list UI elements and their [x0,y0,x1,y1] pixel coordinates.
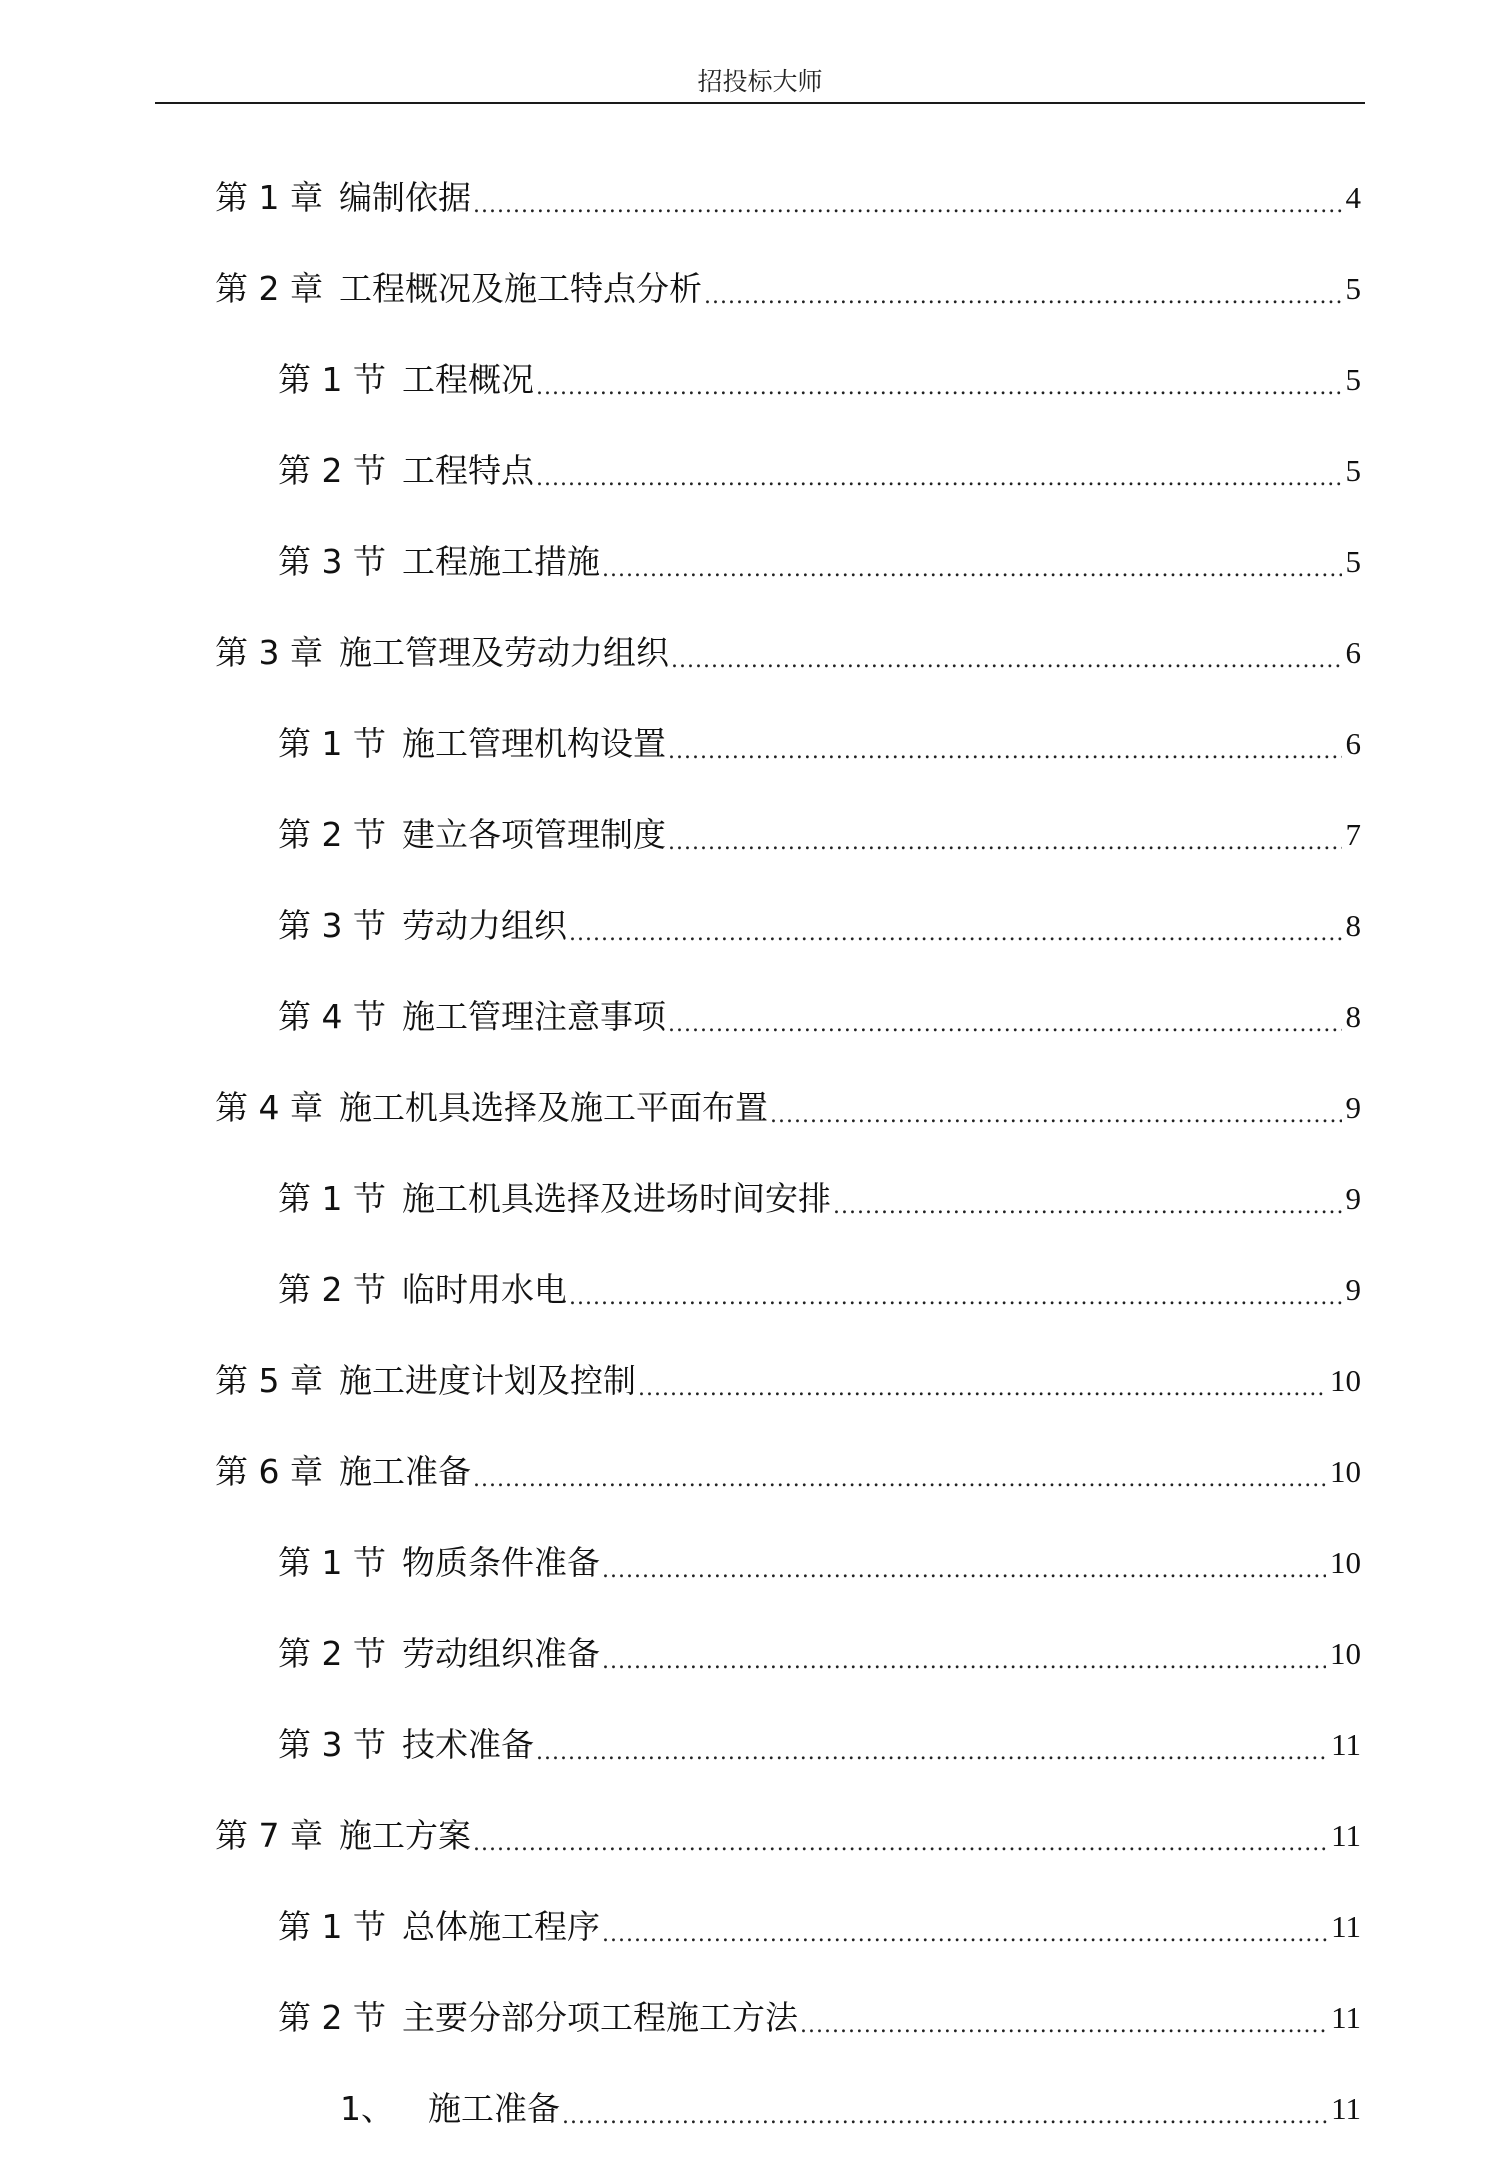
toc-chapter-number: 第 6 章 [215,1452,323,1491]
toc-entry[interactable] [278,1533,1361,1593]
toc-dot-leader [473,1822,1327,1866]
toc-dot-leader [668,730,1342,774]
toc-entry[interactable] [278,1715,1361,1775]
toc-dot-leader [638,1367,1326,1411]
toc-dot-leader [602,1913,1327,1957]
toc-entry[interactable] [278,987,1361,1047]
header-divider [155,102,1365,104]
toc-section-number: 第 4 节 [278,997,386,1036]
toc-dot-leader [562,2095,1327,2139]
toc-title: 建立各项管理制度 [401,815,666,854]
toc-page-number: 5 [1345,544,1361,579]
toc-page-number: 9 [1345,1272,1361,1307]
toc-page-number: 5 [1345,271,1361,306]
toc-dot-leader [668,821,1342,865]
toc-title: 工程施工措施 [401,542,600,581]
toc-entry[interactable] [278,714,1361,774]
toc-page-number: 11 [1331,2000,1361,2035]
toc-entry[interactable] [278,441,1361,501]
toc-section-number: 第 2 节 [278,1634,386,1673]
toc-chapter-number: 第 1 章 [215,178,323,217]
toc-page-number: 10 [1330,1545,1361,1580]
toc-entry[interactable] [278,1260,1361,1320]
toc-page-number: 9 [1345,1181,1361,1216]
toc-chapter-number: 第 7 章 [215,1816,323,1855]
toc-page-number: 8 [1345,908,1361,943]
toc-page-number: 11 [1331,1818,1361,1853]
toc-chapter-number: 第 2 章 [215,269,323,308]
toc-section-number: 第 1 节 [278,724,386,763]
toc-entry[interactable] [215,259,1361,319]
toc-dot-leader [671,639,1342,683]
toc-section-number: 第 3 节 [278,542,386,581]
toc-title: 工程概况 [401,360,534,399]
toc-dot-leader [536,366,1342,410]
toc-section-number: 第 1 节 [278,360,386,399]
toc-entry[interactable] [278,1624,1361,1684]
toc-title: 技术准备 [401,1725,534,1764]
toc-entry[interactable] [278,350,1361,410]
toc-dot-leader [473,1458,1326,1502]
toc-entry[interactable] [278,1169,1361,1229]
toc-section-number: 第 1 节 [278,1907,386,1946]
toc-page-number: 4 [1345,180,1361,215]
toc-section-number: 第 3 节 [278,1725,386,1764]
toc-page-number: 11 [1331,1909,1361,1944]
toc-title: 施工方案 [338,1816,471,1855]
toc-chapter-number: 第 5 章 [215,1361,323,1400]
toc-title: 施工管理注意事项 [401,997,666,1036]
toc-dot-leader [602,1640,1326,1684]
toc-page-number: 10 [1330,1363,1361,1398]
toc-title: 施工机具选择及施工平面布置 [338,1088,768,1127]
toc-page-number: 11 [1331,1727,1361,1762]
toc-section-number: 第 3 节 [278,906,386,945]
toc-entry[interactable] [215,1442,1361,1502]
toc-entry[interactable] [215,623,1361,683]
toc-title: 施工机具选择及进场时间安排 [401,1179,831,1218]
toc-entry[interactable] [215,1078,1361,1138]
toc-entry[interactable] [215,168,1361,228]
toc-entry[interactable] [340,2079,1361,2139]
toc-entry[interactable] [278,1988,1361,2048]
toc-page-number: 8 [1345,999,1361,1034]
toc-dot-leader [833,1185,1342,1229]
toc-page-number: 6 [1345,635,1361,670]
toc-item-number: 1、 [340,2089,394,2128]
toc-title: 施工管理机构设置 [401,724,666,763]
toc-dot-leader [668,1003,1342,1047]
toc-section-number: 第 1 节 [278,1543,386,1582]
toc-dot-leader [770,1094,1342,1138]
toc-dot-leader [536,1731,1327,1775]
toc-page-number: 10 [1330,1454,1361,1489]
toc-page-number: 11 [1331,2091,1361,2126]
toc-chapter-number: 第 3 章 [215,633,323,672]
toc-section-number: 第 2 节 [278,815,386,854]
toc-dot-leader [569,912,1342,956]
toc-entry[interactable] [215,1351,1361,1411]
toc-dot-leader [704,275,1342,319]
toc-dot-leader [536,457,1342,501]
toc-entry[interactable] [278,896,1361,956]
toc-entry[interactable] [278,805,1361,865]
toc-page-number: 6 [1345,726,1361,761]
toc-dot-leader [569,1276,1342,1320]
toc-title: 编制依据 [338,178,471,217]
toc-title: 主要分部分项工程施工方法 [401,1998,798,2037]
toc-title: 工程概况及施工特点分析 [338,269,702,308]
toc-dot-leader [800,2004,1327,2048]
toc-title: 工程特点 [401,451,534,490]
toc-title: 总体施工程序 [401,1907,600,1946]
toc-page-number: 10 [1330,1636,1361,1671]
toc-dot-leader [602,548,1342,592]
toc-entry[interactable] [278,532,1361,592]
toc-title: 施工准备 [338,1452,471,1491]
toc-entry[interactable] [215,1806,1361,1866]
toc-section-number: 第 2 节 [278,451,386,490]
toc-page-number: 5 [1345,362,1361,397]
toc-section-number: 第 2 节 [278,1998,386,2037]
toc-dot-leader [602,1549,1326,1593]
toc-entry[interactable] [278,1897,1361,1957]
toc-title: 劳动组织准备 [401,1634,600,1673]
toc-title: 施工管理及劳动力组织 [338,633,669,672]
toc-title: 施工进度计划及控制 [338,1361,636,1400]
toc-title: 物质条件准备 [401,1543,600,1582]
toc-title: 施工准备 [428,2089,560,2128]
page-header: 招投标大师 [697,67,823,96]
toc-chapter-number: 第 4 章 [215,1088,323,1127]
toc-title: 劳动力组织 [401,906,567,945]
toc-dot-leader [473,184,1342,228]
toc-section-number: 第 1 节 [278,1179,386,1218]
toc-page-number: 7 [1345,817,1361,852]
toc-page-number: 9 [1345,1090,1361,1125]
toc-section-number: 第 2 节 [278,1270,386,1309]
toc-title: 临时用水电 [401,1270,567,1309]
toc-page-number: 5 [1345,453,1361,488]
